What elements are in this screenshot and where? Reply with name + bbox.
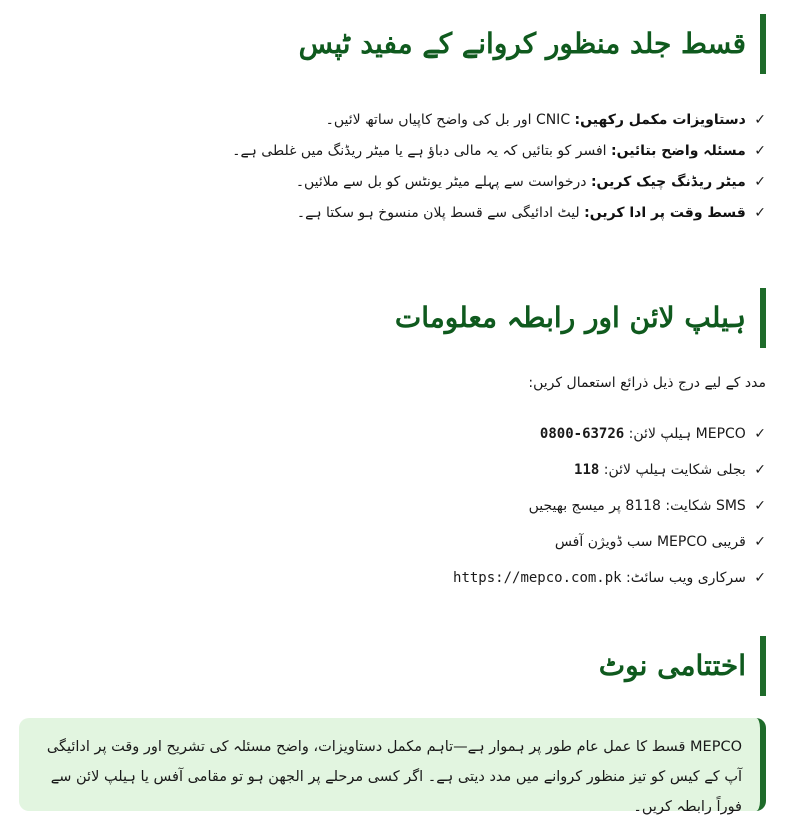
tips-section [20,14,766,234]
check-icon: ✓ [754,426,766,442]
contacts-list [20,424,766,588]
tips-list [20,110,766,223]
closing-section [20,636,766,696]
list-item [20,141,766,161]
contact-label: بجلی شکایت ہیلپ لائن: [603,462,746,478]
tip-label: میٹر ریڈنگ چیک کریں: [590,174,746,190]
tip-label: قسط وقت پر ادا کریں: [584,205,746,221]
helpline-intro: مدد کے لیے درج ذیل ذرائع استعمال کریں: [528,375,766,391]
list-item [20,496,766,516]
list-item [20,568,766,588]
tip-text: درخواست سے پہلے میٹر یونٹس کو بل سے ملائیں۔ [295,174,587,190]
tip-text: لیٹ ادائیگی سے قسط پلان منسوخ ہو سکتا ہے۔ [296,205,580,221]
helpline-heading [20,288,766,348]
tip-label: دستاویزات مکمل رکھیں: [574,112,746,128]
helpline-title: ہیلپ لائن اور رابطہ معلومات [394,301,746,335]
list-item [20,424,766,444]
tip-text: افسر کو بتائیں کہ یہ مالی دباؤ ہے یا میٹر ریڈنگ میں غلطی ہے۔ [232,143,607,159]
closing-note-box [19,718,766,815]
check-icon: ✓ [754,112,766,128]
contact-label: سرکاری ویب سائٹ: [626,570,746,586]
tips-title: قسط جلد منظور کروانے کے مفید ٹپس [298,27,746,61]
sms-value: 8118 پر میسج بھیجیں [528,498,661,514]
closing-heading [20,636,766,696]
check-icon: ✓ [754,205,766,221]
list-item [20,532,766,552]
helpline-number[interactable]: 0800-63726 [539,426,625,442]
check-icon: ✓ [754,498,766,514]
website-link[interactable]: https://mepco.com.pk [453,570,622,586]
check-icon: ✓ [754,462,766,478]
check-icon: ✓ [754,534,766,550]
check-icon: ✓ [754,570,766,586]
list-item [20,460,766,480]
helpline-section [20,288,766,604]
list-item [20,110,766,130]
closing-note-text: MEPCO قسط کا عمل عام طور پر ہموار ہے—تاہم مکمل دستاویزات، واضح مسئلہ کی تشریح اور وقت پر ادائیگی آپ کے کیس کو تیز منظور کروانے میں مدد دیتی ہے۔ اگر کسی مرحلے پر الجھن ہو تو مقامی آفس یا ہیلپ لائن سے فوراً رابطہ کریں۔ [46,739,742,815]
check-icon: ✓ [754,174,766,190]
tip-text: CNIC اور بل کی واضح کاپیاں ساتھ لائیں۔ [325,112,571,128]
list-item [20,203,766,223]
complaint-number[interactable]: 118 [574,462,600,478]
closing-title: اختتامی نوٹ [598,649,746,683]
list-item [20,172,766,192]
tip-label: مسئلہ واضح بتائیں: [611,143,746,159]
tips-heading [20,14,766,74]
contact-label: SMS شکایت: [665,498,746,514]
contact-label: قریبی MEPCO سب ڈویژن آفس [554,534,746,550]
contact-label: MEPCO ہیلپ لائن: [628,426,746,442]
check-icon: ✓ [754,143,766,159]
